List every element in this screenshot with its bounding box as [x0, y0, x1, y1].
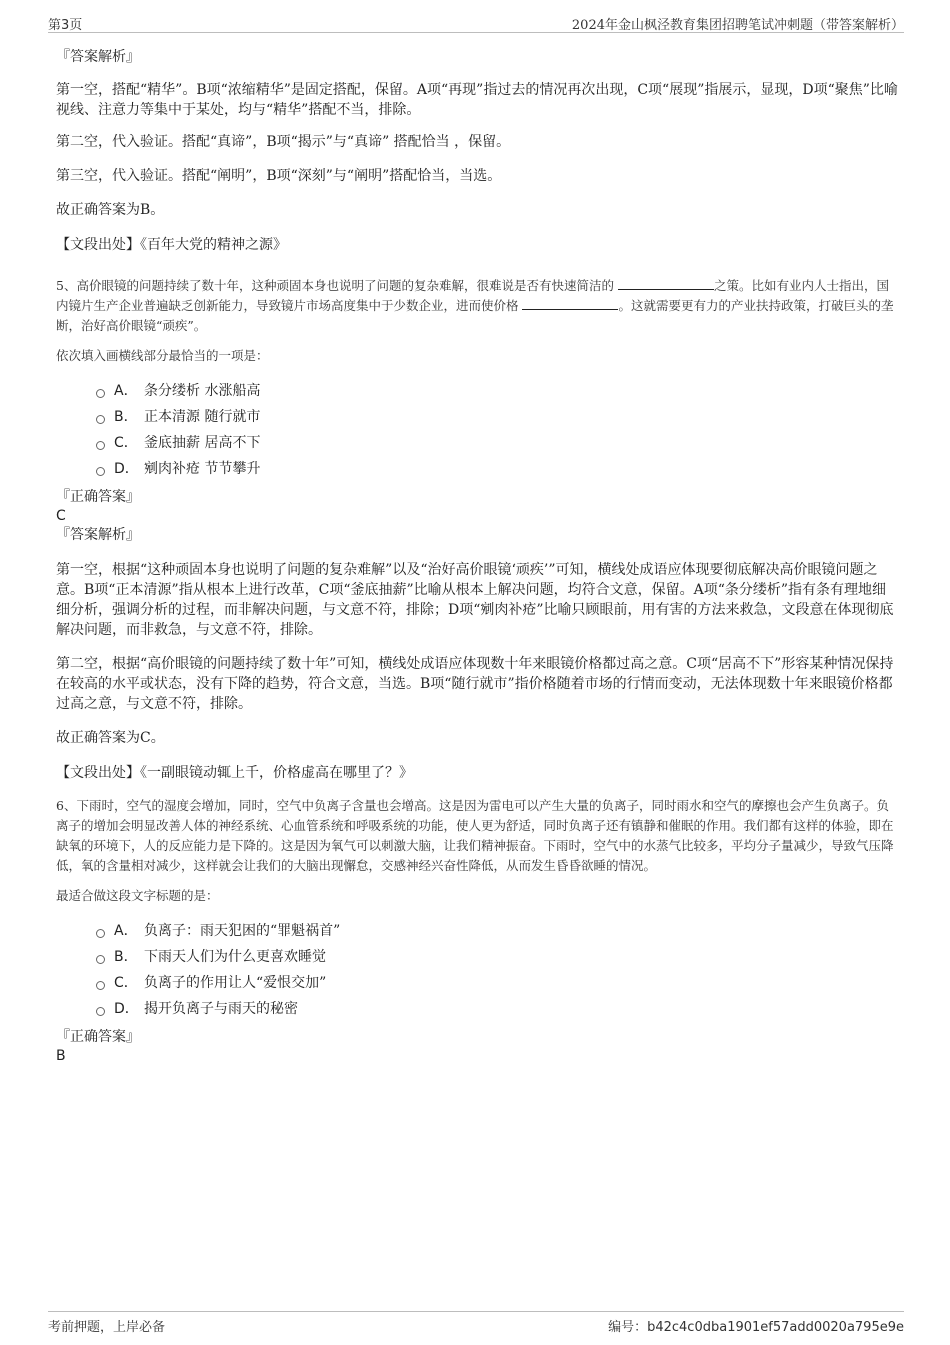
footer-code: 编号：b42c4c0dba1901ef57add0020a795e9e [608, 1320, 904, 1335]
q6-option-c[interactable]: C． 负离子的作用让人“爱恨交加” [96, 970, 900, 996]
q4-conclusion: 故正确答案为B。 [56, 202, 165, 218]
radio-icon[interactable] [96, 981, 105, 990]
q6-options [96, 918, 900, 1022]
q6-prompt: 最适合做这段文字标题的是： [56, 888, 219, 903]
q5-answer: C [56, 508, 66, 524]
q5-prompt: 依次填入画横线部分最恰当的一项是： [56, 348, 269, 363]
q6-option-d[interactable]: D． 揭开负离子与雨天的秘密 [96, 996, 900, 1022]
q5-blank-2 [522, 297, 618, 310]
document-title: 2024年金山枫泾教育集团招聘笔试冲刺题（带答案解析） [571, 18, 904, 33]
q4-analysis-label: 『答案解析』 [56, 49, 140, 65]
q5-option-a[interactable]: A． 条分缕析 水涨船高 [96, 378, 900, 404]
q4-source: 【文段出处】《百年大党的精神之源》 [56, 237, 287, 253]
q5-option-b[interactable]: B． 正本清源 随行就市 [96, 404, 900, 430]
q5-blank-1 [618, 277, 714, 290]
page-number: 第3页 [48, 18, 83, 33]
q4-analysis-p3: 第三空，代入验证。搭配“阐明”，B项“深刻”与“阐明”搭配恰当，当选。 [56, 168, 502, 184]
q6-answer: B [56, 1048, 66, 1064]
q4-analysis-p1: 第一空，搭配“精华”。B项“浓缩精华”是固定搭配，保留。A项“再现”指过去的情况再次出现，C项“展现”指展示，显现，D项“聚焦”比喻视线、注意力等集中于某处，均与“精华”搭配不当，排除。 [56, 82, 898, 118]
q5-option-c[interactable]: C． 釜底抽薪 居高不下 [96, 430, 900, 456]
radio-icon[interactable] [96, 441, 105, 450]
q6-option-b[interactable]: B． 下雨天人们为什么更喜欢睡觉 [96, 944, 900, 970]
page-footer [48, 1311, 904, 1336]
radio-icon[interactable] [96, 415, 105, 424]
q5-analysis-label: 『答案解析』 [56, 527, 140, 543]
q6-answer-label: 『正确答案』 [56, 1029, 140, 1045]
q6-stem: 6、下雨时，空气的湿度会增加，同时，空气中负离子含量也会增高。这是因为雷电可以产生大量的负离子，同时雨水和空气的摩擦也会产生负离子。负离子的增加会明显改善人体的神经系统、心血管系统和呼吸系统的功能，使人更为舒适，同时负离子还有镇静和催眠的作用。我们都有这样的体验，即在缺氧的环境下，人的反应能力是下降的。这是因为氧气可以刺激大脑，让我们精神振奋。下雨时，空气中的水蒸气比较多，平均分子量减少，导致气压降低，氧的含量相对减少，这样就会让我们的大脑出现懈怠，交感神经兴奋性降低，从而发生昏昏欲睡的情况。 [56, 798, 894, 873]
q5-answer-label: 『正确答案』 [56, 489, 140, 505]
q5-analysis-p1: 第一空，根据“这种顽固本身也说明了问题的复杂难解”以及“治好高价眼镜‘顽疾’”可知，横线处成语应体现要彻底解决高价眼镜问题之意。B项“正本清源”指从根本上进行改革，C项“釜底抽薪”比喻从根本上解决问题，均符合文意，保留。A项“条分缕析”指有条有理地细细分析，强调分析的过程，而非解决问题，与文意不符，排除；D项“剜肉补疮”比喻只顾眼前，用有害的方法来救急，文段意在体现彻底解决问题，而非救急，与文意不符，排除。 [56, 562, 894, 638]
q4-analysis-p2: 第二空，代入验证。搭配“真谛”，B项“揭示”与“真谛” 搭配恰当 ，保留。 [56, 134, 511, 150]
radio-icon[interactable] [96, 955, 105, 964]
footer-slogan: 考前押题，上岸必备 [48, 1320, 166, 1335]
radio-icon[interactable] [96, 929, 105, 938]
q5-option-d[interactable]: D． 剜肉补疮 节节攀升 [96, 456, 900, 482]
q5-analysis-p2: 第二空，根据“高价眼镜的问题持续了数十年”可知，横线处成语应体现数十年来眼镜价格都过高之意。C项“居高不下”形容某种情况保持在较高的水平或状态，没有下降的趋势，符合文意，当选。B项“随行就市”指价格随着市场的行情而变动，无法体现数十年来眼镜价格都过高之意，与文意不符，排除。 [56, 656, 894, 712]
page-header [48, 12, 904, 33]
q5-conclusion: 故正确答案为C。 [56, 730, 165, 746]
q5-stem: 5、高价眼镜的问题持续了数十年，这种顽固本身也说明了问题的复杂难解，很难说是否有快速简洁的 之策。比如有业内人士指出，国内镜片生产企业普遍缺乏创新能力，导致镜片市场高度集中于少数企业，进而使价格 。这就需要更有力的产业扶持政策，打破巨头的垄断，治好高价眼镜“顽疾”。 [56, 278, 894, 333]
q5-options [96, 378, 900, 482]
page-content [56, 48, 900, 1066]
radio-icon[interactable] [96, 1007, 105, 1016]
q6-option-a[interactable]: A． 负离子：雨天犯困的“罪魁祸首” [96, 918, 900, 944]
radio-icon[interactable] [96, 467, 105, 476]
radio-icon[interactable] [96, 389, 105, 398]
q5-source: 【文段出处】《一副眼镜动辄上千，价格虚高在哪里了？》 [56, 765, 413, 781]
